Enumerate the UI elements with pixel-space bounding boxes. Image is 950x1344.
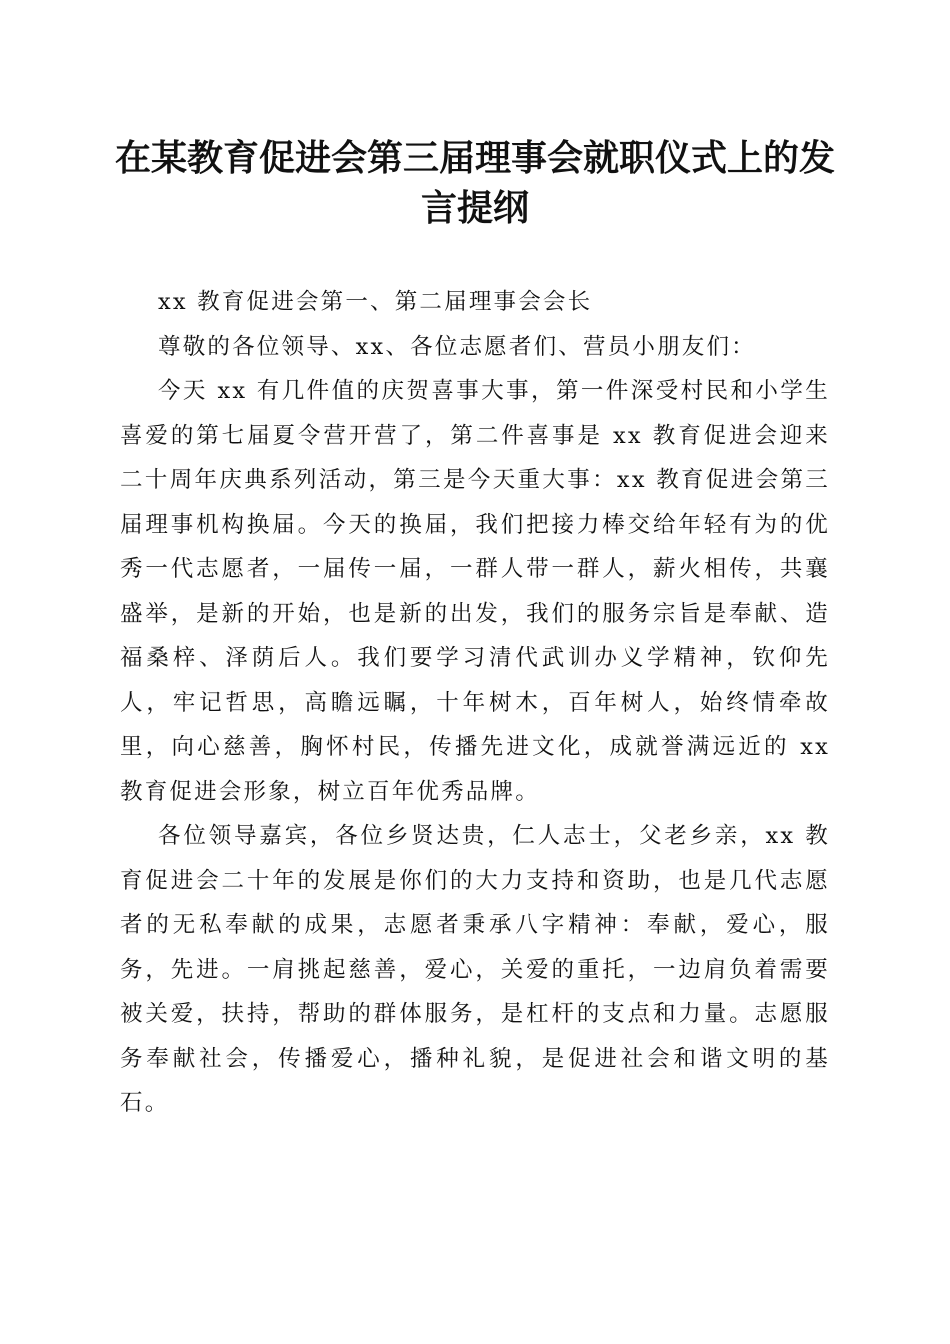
body-paragraph-1: 今天 xx 有几件值的庆贺喜事大事，第一件深受村民和小学生喜爱的第七届夏令营开营了，第二件喜事是 xx 教育促进会迎来二十周年庆典系列活动，第三是今天重大事：xx 教育促进会第三届理事机构换届。今天的换届，我们把接力棒交给年轻有为的优秀一代志愿者，一届传一届，一群人带一群人，薪火相传，共襄盛举，是新的开始，也是新的出发，我们的服务宗旨是奉献、造福桑梓、泽荫后人。我们要学习清代武训办义学精神，钦仰先人，牢记哲思，高瞻远瞩，十年树木，百年树人，始终情牵故里，向心慈善，胸怀村民，传播先进文化，成就誉满远近的 xx 教育促进会形象，树立百年优秀品牌。 xyxy=(120,378,830,805)
speaker-line: xx 教育促进会第一、第二届理事会会长 xyxy=(158,289,593,315)
document-body xyxy=(120,280,830,1126)
salutation: 尊敬的各位领导、xx、各位志愿者们、营员小朋友们： xyxy=(158,333,756,360)
body-paragraph-2: 各位领导嘉宾，各位乡贤达贵，仁人志士，父老乡亲，xx 教育促进会二十年的发展是你们的大力支持和资助，也是几代志愿者的无私奉献的成果，志愿者秉承八字精神：奉献，爱心，服务，先进。一肩挑起慈善，爱心，关爱的重托，一边肩负着需要被关爱，扶持，帮助的群体服务，是杠杆的支点和力量。志愿服务奉献社会，传播爱心，播种礼貌，是促进社会和谐文明的基石。 xyxy=(120,823,830,1116)
document-title: 在某教育促进会第三届理事会就职仪式上的发言提纲 xyxy=(114,137,835,229)
